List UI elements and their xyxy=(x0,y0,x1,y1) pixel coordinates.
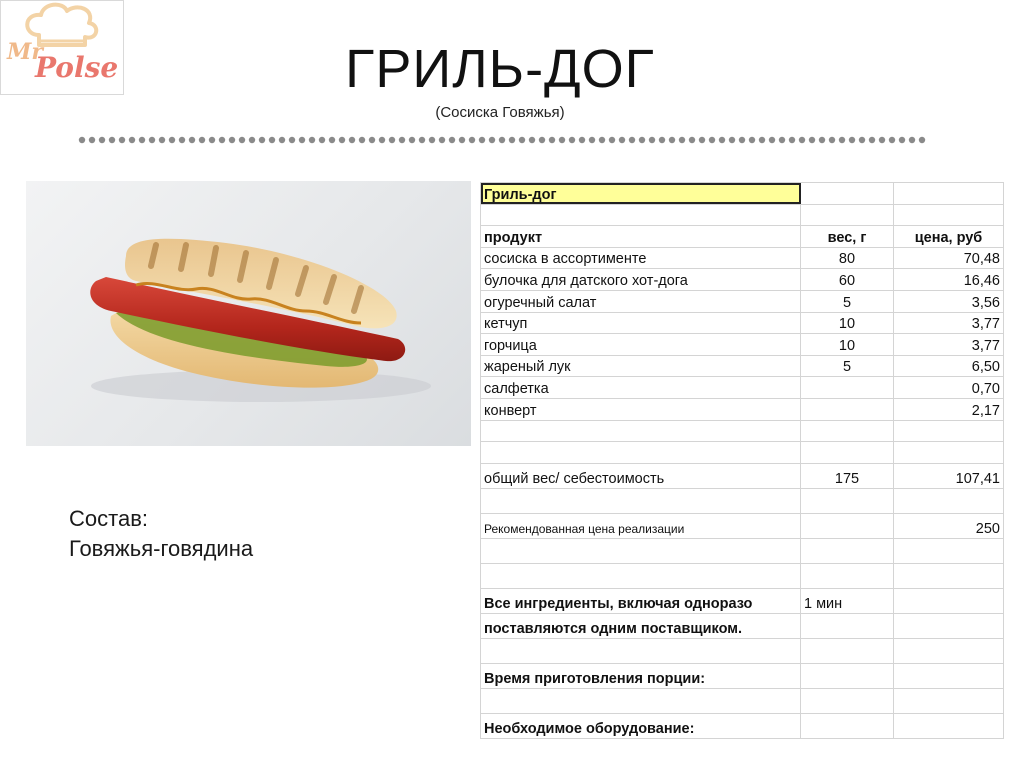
total-weight-cell[interactable]: 175 xyxy=(801,463,894,488)
item-product-cell[interactable]: огуречный салат xyxy=(481,290,801,312)
divider-dot xyxy=(509,137,515,143)
table-row xyxy=(481,204,1004,226)
divider-dot xyxy=(489,137,495,143)
table-row xyxy=(481,377,1004,399)
divider-dot xyxy=(129,137,135,143)
table-row xyxy=(481,398,1004,420)
divider-dot xyxy=(199,137,205,143)
divider-dot xyxy=(109,137,115,143)
empty-cell[interactable] xyxy=(481,563,801,588)
note-value-cell[interactable]: 1 мин xyxy=(801,588,894,613)
divider-dot xyxy=(439,137,445,143)
total-label-cell[interactable]: общий вес/ себестоимость xyxy=(481,463,801,488)
item-weight-cell[interactable] xyxy=(801,398,894,420)
divider-dot xyxy=(619,137,625,143)
table-row xyxy=(481,183,1004,205)
empty-cell[interactable] xyxy=(481,638,801,663)
empty-cell[interactable] xyxy=(801,638,894,663)
empty-cell[interactable] xyxy=(801,713,894,738)
item-price-cell[interactable]: 6,50 xyxy=(894,355,1004,377)
divider-dot xyxy=(789,137,795,143)
empty-cell[interactable] xyxy=(894,538,1004,563)
item-product-cell[interactable]: конверт xyxy=(481,398,801,420)
item-weight-cell[interactable]: 10 xyxy=(801,312,894,334)
table-row xyxy=(481,420,1004,442)
item-price-cell[interactable]: 70,48 xyxy=(894,247,1004,269)
divider-dot xyxy=(159,137,165,143)
divider-dot xyxy=(859,137,865,143)
empty-cell[interactable] xyxy=(894,613,1004,638)
divider-dot xyxy=(149,137,155,143)
divider-dot xyxy=(609,137,615,143)
item-weight-cell[interactable] xyxy=(801,377,894,399)
composition-block xyxy=(69,504,253,564)
empty-cell[interactable] xyxy=(481,488,801,513)
divider-dot xyxy=(539,137,545,143)
divider-dot xyxy=(529,137,535,143)
hot-dog-photo xyxy=(26,181,471,446)
divider-dot xyxy=(669,137,675,143)
empty-cell[interactable] xyxy=(894,420,1004,442)
header-price[interactable]: цена, руб xyxy=(894,226,1004,248)
header-weight[interactable]: вес, г xyxy=(801,226,894,248)
table-row xyxy=(481,269,1004,291)
empty-cell[interactable] xyxy=(481,204,801,226)
table-row xyxy=(481,563,1004,588)
divider-dot xyxy=(239,137,245,143)
item-weight-cell[interactable]: 80 xyxy=(801,247,894,269)
empty-cell[interactable] xyxy=(801,663,894,688)
divider-dot xyxy=(889,137,895,143)
divider-dot xyxy=(679,137,685,143)
empty-cell[interactable] xyxy=(894,638,1004,663)
empty-cell[interactable] xyxy=(894,488,1004,513)
empty-cell[interactable] xyxy=(801,420,894,442)
recommended-price-cell[interactable]: 250 xyxy=(894,513,1004,538)
item-price-cell[interactable]: 2,17 xyxy=(894,398,1004,420)
divider-dot xyxy=(779,137,785,143)
divider-dot xyxy=(99,137,105,143)
empty-cell[interactable] xyxy=(801,688,894,713)
divider-dot xyxy=(749,137,755,143)
divider-dot xyxy=(699,137,705,143)
table-row xyxy=(481,538,1004,563)
item-product-cell[interactable]: горчица xyxy=(481,334,801,356)
divider-dot xyxy=(379,137,385,143)
divider-dot xyxy=(399,137,405,143)
divider-dot xyxy=(119,137,125,143)
divider-dot xyxy=(569,137,575,143)
empty-cell[interactable] xyxy=(481,688,801,713)
composition-text: Говяжья-говядина xyxy=(69,536,254,561)
divider-dot xyxy=(709,137,715,143)
empty-cell[interactable] xyxy=(894,204,1004,226)
divider-dot xyxy=(219,137,225,143)
equipment-label-cell[interactable]: Необходимое оборудование: xyxy=(481,713,801,738)
divider-dot xyxy=(429,137,435,143)
item-weight-cell[interactable]: 5 xyxy=(801,290,894,312)
item-weight-cell[interactable]: 10 xyxy=(801,334,894,356)
empty-cell[interactable] xyxy=(481,420,801,442)
divider-dot xyxy=(259,137,265,143)
empty-cell[interactable] xyxy=(481,442,801,464)
empty-cell[interactable] xyxy=(894,563,1004,588)
divider-dot xyxy=(349,137,355,143)
table-row xyxy=(481,588,1004,613)
table-row xyxy=(481,463,1004,488)
divider-dot xyxy=(409,137,415,143)
divider-dot xyxy=(319,137,325,143)
table-row xyxy=(481,442,1004,464)
divider-dot xyxy=(809,137,815,143)
divider-dot xyxy=(739,137,745,143)
empty-cell[interactable] xyxy=(894,442,1004,464)
divider-dot xyxy=(269,137,275,143)
item-weight-cell[interactable]: 5 xyxy=(801,355,894,377)
divider-dot xyxy=(359,137,365,143)
empty-cell[interactable] xyxy=(801,204,894,226)
item-product-cell[interactable]: булочка для датского хот-дога xyxy=(481,269,801,291)
empty-cell[interactable] xyxy=(801,613,894,638)
item-price-cell[interactable]: 16,46 xyxy=(894,269,1004,291)
divider-dot xyxy=(339,137,345,143)
table-row xyxy=(481,638,1004,663)
divider-dot xyxy=(519,137,525,143)
cost-sheet-table xyxy=(480,182,1004,739)
divider-dot xyxy=(469,137,475,143)
total-price-cell[interactable]: 107,41 xyxy=(894,463,1004,488)
divider-dot xyxy=(769,137,775,143)
note-ingredients-cell[interactable]: Все ингредиенты, включая одноразо xyxy=(481,588,801,613)
divider-dot xyxy=(559,137,565,143)
divider-dot xyxy=(599,137,605,143)
item-price-cell[interactable]: 3,77 xyxy=(894,312,1004,334)
divider-dot xyxy=(169,137,175,143)
divider-dot xyxy=(849,137,855,143)
table-row xyxy=(481,290,1004,312)
divider-dot xyxy=(499,137,505,143)
empty-cell[interactable] xyxy=(801,563,894,588)
divider-dot xyxy=(329,137,335,143)
table-header-row xyxy=(481,226,1004,248)
table-row xyxy=(481,713,1004,738)
divider-dot xyxy=(839,137,845,143)
item-price-cell[interactable]: 3,77 xyxy=(894,334,1004,356)
empty-cell[interactable] xyxy=(894,688,1004,713)
empty-cell[interactable] xyxy=(801,442,894,464)
divider-dot xyxy=(579,137,585,143)
page-title: ГРИЛЬ-ДОГ xyxy=(345,39,655,99)
divider-dot xyxy=(689,137,695,143)
divider-dot xyxy=(589,137,595,143)
divider-dot xyxy=(759,137,765,143)
empty-cell[interactable] xyxy=(894,713,1004,738)
item-product-cell[interactable]: кетчуп xyxy=(481,312,801,334)
divider-dot xyxy=(459,137,465,143)
empty-cell[interactable] xyxy=(801,538,894,563)
divider-dot xyxy=(829,137,835,143)
divider-dot xyxy=(899,137,905,143)
divider-dot xyxy=(909,137,915,143)
divider-dot xyxy=(189,137,195,143)
item-product-cell[interactable]: сосиска в ассортименте xyxy=(481,247,801,269)
logo-text-polse: Polse xyxy=(35,51,119,84)
empty-cell[interactable] xyxy=(894,588,1004,613)
divider-dot xyxy=(369,137,375,143)
dotted-divider xyxy=(78,134,928,146)
table-row xyxy=(481,247,1004,269)
divider-dot xyxy=(79,137,85,143)
divider-dot xyxy=(419,137,425,143)
divider-dot xyxy=(249,137,255,143)
table-row xyxy=(481,355,1004,377)
table-row xyxy=(481,613,1004,638)
divider-dot xyxy=(729,137,735,143)
divider-dot xyxy=(289,137,295,143)
divider-dot xyxy=(799,137,805,143)
divider-dot xyxy=(309,137,315,143)
empty-cell[interactable] xyxy=(801,183,894,205)
divider-dot xyxy=(819,137,825,143)
divider-dot xyxy=(879,137,885,143)
empty-cell[interactable] xyxy=(801,513,894,538)
empty-cell[interactable] xyxy=(894,663,1004,688)
item-product-cell[interactable]: салфетка xyxy=(481,377,801,399)
recommended-label-cell[interactable]: Рекомендованная цена реализации xyxy=(481,513,801,538)
empty-cell[interactable] xyxy=(894,183,1004,205)
divider-dot xyxy=(549,137,555,143)
item-product-cell[interactable]: жареный лук xyxy=(481,355,801,377)
divider-dot xyxy=(229,137,235,143)
empty-cell[interactable] xyxy=(481,538,801,563)
divider-dot xyxy=(179,137,185,143)
divider-dot xyxy=(629,137,635,143)
divider-dot xyxy=(869,137,875,143)
divider-dot xyxy=(279,137,285,143)
note-supplier-cell[interactable]: поставляются одним поставщиком. xyxy=(481,613,801,638)
divider-dot xyxy=(659,137,665,143)
divider-dot xyxy=(719,137,725,143)
prep-time-label-cell[interactable]: Время приготовления порции: xyxy=(481,663,801,688)
item-price-cell[interactable]: 0,70 xyxy=(894,377,1004,399)
page-subtitle: (Сосиска Говяжья) xyxy=(435,104,565,121)
header-product[interactable]: продукт xyxy=(481,226,801,248)
logo-text-mr: Mr xyxy=(7,39,43,65)
divider-dot xyxy=(449,137,455,143)
divider-dot xyxy=(299,137,305,143)
divider-dot xyxy=(139,137,145,143)
divider-dot xyxy=(649,137,655,143)
divider-dot xyxy=(209,137,215,143)
divider-dot xyxy=(89,137,95,143)
composition-heading: Состав: xyxy=(69,506,148,531)
cost-sheet-body xyxy=(481,183,1004,739)
table-row xyxy=(481,688,1004,713)
divider-dot xyxy=(639,137,645,143)
table-row xyxy=(481,663,1004,688)
sheet-name-cell[interactable]: Гриль-дог xyxy=(481,183,801,205)
item-weight-cell[interactable]: 60 xyxy=(801,269,894,291)
item-price-cell[interactable]: 3,56 xyxy=(894,290,1004,312)
divider-dot xyxy=(919,137,925,143)
table-row xyxy=(481,312,1004,334)
divider-dot xyxy=(389,137,395,143)
divider-dot xyxy=(479,137,485,143)
empty-cell[interactable] xyxy=(801,488,894,513)
table-row xyxy=(481,488,1004,513)
table-row xyxy=(481,334,1004,356)
table-row xyxy=(481,513,1004,538)
